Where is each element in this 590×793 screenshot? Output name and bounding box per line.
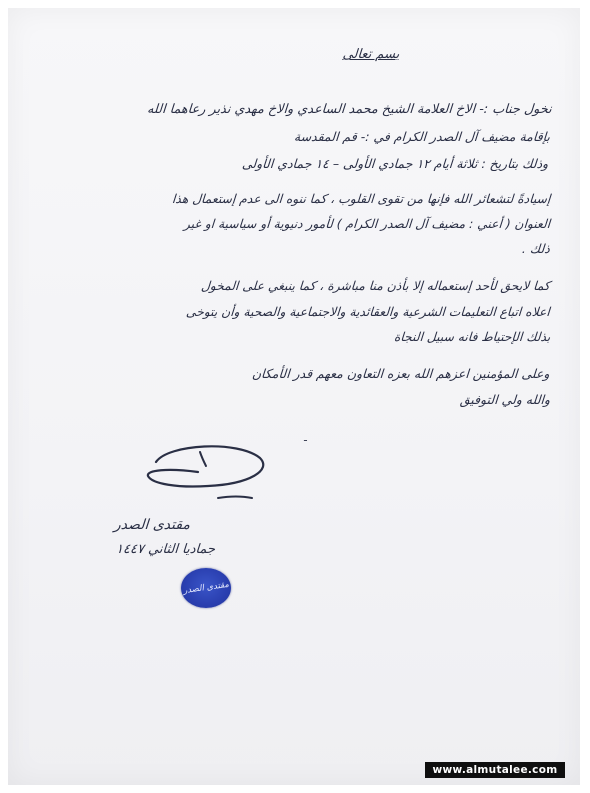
letter-line-10: وعلى المؤمنين اعزهم الله بعزه التعاون معهم قدر الأمكان <box>251 366 551 381</box>
letter-line-2: بإقامة مضيف آل الصدر الكرام في :- قم المقدسة <box>293 129 551 144</box>
official-seal <box>181 568 231 608</box>
letter-line-3: وذلك بتاريخ : ثلاثة أيام ١٢ جمادي الأولى – ١٤ جمادي الأولى <box>241 156 549 171</box>
letter-line-6: ذلك . <box>521 241 551 256</box>
document-page <box>8 8 580 785</box>
ink-mark: ـ <box>304 433 307 444</box>
watermark-banner <box>425 762 565 778</box>
letter-line-5: العنوان ( أعني : مضيف آل الصدر الكرام ) لأمور دنيوية أو سياسية او غير <box>183 217 551 231</box>
letter-line-9: بذلك الإحتياط فانه سبيل النجاة <box>393 330 551 344</box>
letter-line-7: كما لايحق لأحد إستعماله إلا بأذن منا مباشرة ، كما ينبغي على المخول <box>200 279 551 293</box>
letter-line-8: اعلاه اتباع التعليمات الشرعية والعقائدية والاجتماعية والصحية وأن يتوخى <box>185 305 551 319</box>
seal-text: مقتدى الصدر <box>182 579 230 597</box>
letter-line-4: إسيادةً لتشعائر الله فإنها من تقوى القلوب ، كما ننوه الى عدم إستعمال هذا <box>171 192 551 206</box>
basmala: بسم تعالى <box>342 47 400 62</box>
letter-line-1: نخول جناب :- الاخ العلامة الشيخ محمد الساعدي والاخ مهدي نذير رعاهما الله <box>146 102 553 117</box>
signatory-name: مقتدى الصدر <box>113 517 191 533</box>
signature-scribble <box>138 438 278 508</box>
signature-date: جماديا الثاني ١٤٤٧ <box>115 542 216 557</box>
letter-line-11: والله ولي التوفيق <box>459 392 551 407</box>
website-url: www.almutalee.com <box>432 764 558 776</box>
